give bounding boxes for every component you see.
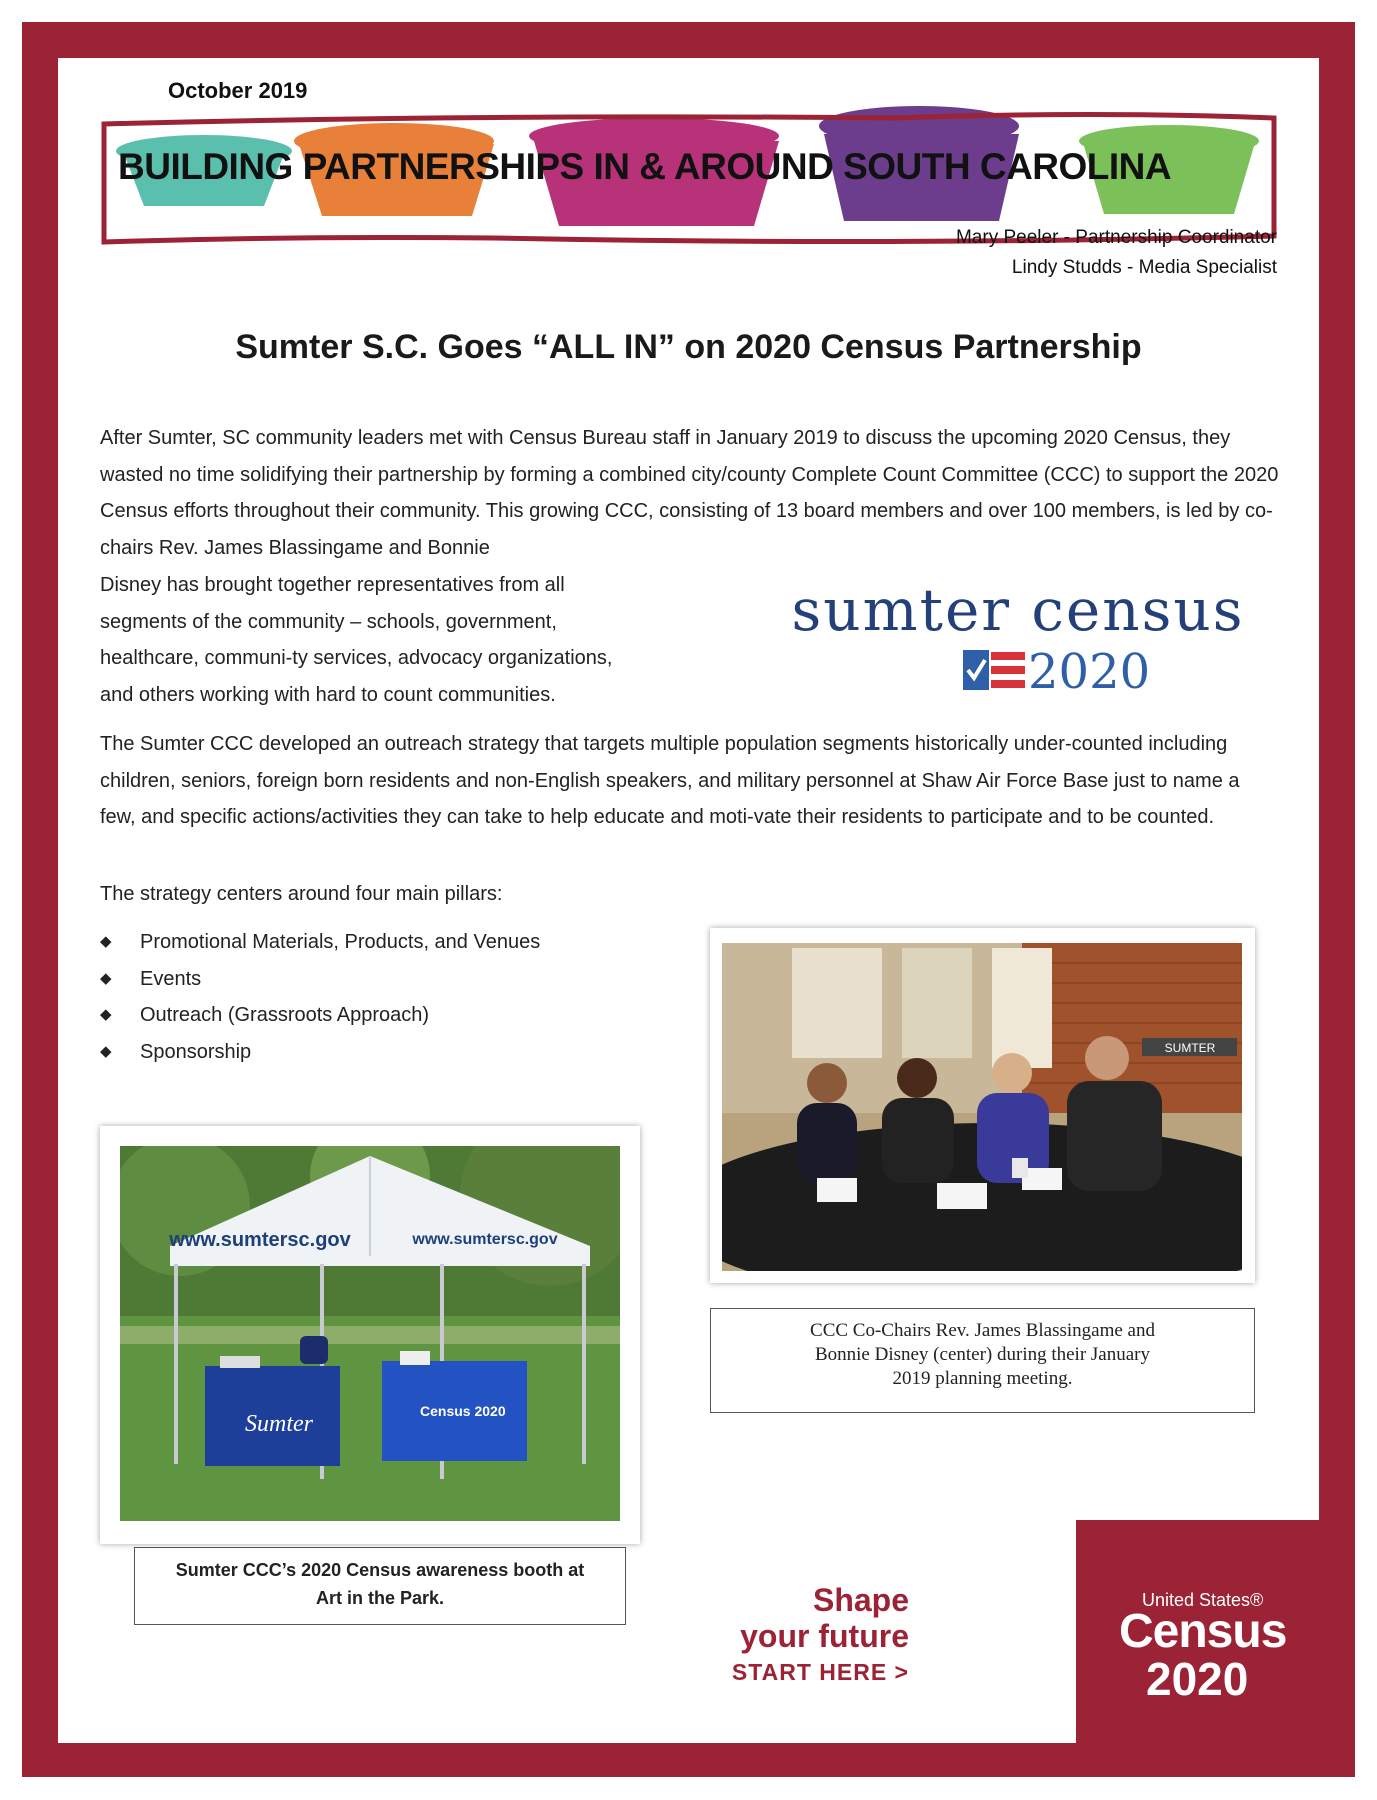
logo-year: 2020 <box>1028 644 1151 700</box>
diamond-bullet-icon: ◆ <box>100 1042 112 1060</box>
pillars-list <box>100 924 540 1070</box>
census-2020-logo <box>1076 1520 1319 1743</box>
newsletter-page <box>58 58 1319 1743</box>
table-right-text: Census 2020 <box>420 1403 506 1419</box>
meeting-photo-caption: CCC Co-Chairs Rev. James Blassingame and Bonnie Disney (center) during their January 2019 planning meeting. <box>710 1308 1255 1413</box>
staff-coordinator: Mary Peeler - Partnership Coordinator <box>955 227 1277 248</box>
diamond-bullet-icon: ◆ <box>100 933 112 950</box>
list-item: ◆ Events <box>100 961 540 998</box>
article-paragraph-2: The Sumter CCC developed an outreach strategy that targets multiple population segments historically under-counted including children, seniors, foreign born residents and non-English speakers, and military personnel at Shaw Air Force Base just to name a few, and specific actions/activities they can take to help educate and moti-vate their residents to participate and to be counted. <box>100 733 1240 828</box>
promo-start-here-link[interactable]: START HERE > <box>731 1659 909 1685</box>
checkbox-flag-icon <box>963 650 1025 690</box>
list-item: ◆ Outreach (Grassroots Approach) <box>100 997 540 1034</box>
promo-line-1: Shape <box>812 1582 909 1618</box>
banner-title: BUILDING PARTNERSHIPS IN & AROUND SOUTH CAROLINA <box>118 146 1172 187</box>
diamond-bullet-icon: ◆ <box>100 1006 112 1023</box>
census-logo-small-text: United States® <box>1142 1590 1264 1610</box>
article-paragraph-3: The strategy centers around four main pillars: <box>100 883 503 905</box>
article-paragraph-1-bottom: Disney has brought together representatives from all segments of the community – schools, government, healthcare, communi-ty services, advocacy organizations, and others working with hard to count communities. <box>100 574 613 706</box>
census-logo-word: Census <box>1119 1605 1287 1658</box>
wall-sign-text: SUMTER <box>1164 1041 1216 1055</box>
staff-media: Lindy Studds - Media Specialist <box>1011 257 1277 278</box>
article-headline: Sumter S.C. Goes “ALL IN” on 2020 Census Partnership <box>235 328 1142 366</box>
sumter-census-logo <box>758 576 1278 706</box>
booth-photo <box>100 1126 640 1544</box>
list-item: ◆ Sponsorship <box>100 1034 540 1071</box>
staff-list <box>956 223 1277 283</box>
shape-your-future-promo <box>732 1582 909 1690</box>
diamond-bullet-icon: ◆ <box>100 969 112 987</box>
list-item: ◆ Promotional Materials, Products, and Venues <box>100 924 540 961</box>
article-paragraph-1-top: After Sumter, SC community leaders met with Census Bureau staff in January 2019 to discuss the upcoming 2020 Census, they wasted no time solidifying their partnership by forming a combined city/county Complete Count Committee (CCC) to support the 2020 Census efforts throughout their community. This growing CCC, consisting of 13 board members and over 100 members, is led by co-chairs Rev. James Blassingame and Bonnie <box>100 427 1279 559</box>
meeting-photo-image <box>722 943 1242 1271</box>
promo-line-2: your future <box>740 1618 909 1654</box>
table-left-text: Sumter <box>245 1411 313 1437</box>
logo-wordmark: sumter census <box>791 576 1245 644</box>
booth-photo-caption: Sumter CCC’s 2020 Census awareness booth at Art in the Park. <box>134 1547 626 1625</box>
meeting-photo <box>710 928 1255 1283</box>
booth-photo-image <box>120 1146 620 1521</box>
tent-text-left: www.sumtersc.gov <box>169 1229 351 1251</box>
tent-text-right: www.sumtersc.gov <box>412 1231 558 1248</box>
census-logo-year: 2020 <box>1146 1653 1249 1705</box>
issue-date: October 2019 <box>168 78 308 103</box>
